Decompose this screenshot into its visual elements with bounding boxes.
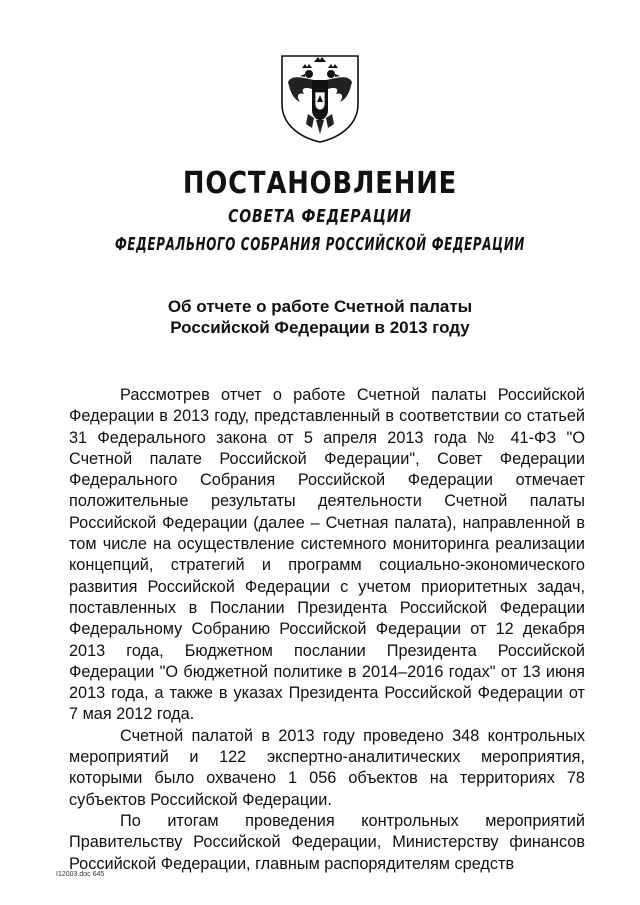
russian-coat-of-arms-icon xyxy=(278,52,362,144)
document-type-title: ПОСТАНОВЛЕНИЕ xyxy=(182,166,458,201)
subject-line-2: Российской Федерации в 2013 году xyxy=(170,318,470,337)
document-body xyxy=(69,385,585,875)
document-code: I12003.doc 645 xyxy=(56,871,105,878)
paragraph: Счетной палатой в 2013 году проведено 348 контрольных мероприятий и 122 экспертно-аналитических мероприятия, которыми было охвачено 1 056 объектов на территориях 78 субъектов Российской Федерации. xyxy=(69,726,585,809)
subject-line-1: Об отчете о работе Счетной палаты xyxy=(167,297,473,316)
paragraph: По итогам проведения контрольных мероприятий Правительству Российской Федерации, Министерству финансов Российской Федерации, главным распорядителям средств xyxy=(69,811,585,873)
paragraph: Рассмотрев отчет о работе Счетной палаты Российской Федерации в 2013 году, представленный в соответствии со статьей 31 Федерального закона от 5 апреля 2013 года № 41-ФЗ "О Счетной палате Российской Федерации", Совет Федерации Федерального Собрания Российской Федерации отмечает положительные результаты деятельности Счетной палаты Российской Федерации (далее – Счетная палата), направленной в том числе на осуществление системного мониторинга реализации концепций, стратегий и программ социально-экономического развития Российской Федерации с учетом приоритетных задач, поставленных в Послании Президента Российской Федерации Федеральному Собранию Российской Федерации от 12 декабря 2013 года, Бюджетном послании Президента Российской Федерации "О бюджетной политике в 2014–2016 годах" от 13 июня 2013 года, а также в указах Президента Российской Федерации от 7 мая 2012 года. xyxy=(69,386,585,724)
document-subject xyxy=(0,296,640,338)
issuer-line-1: СОВЕТА ФЕДЕРАЦИИ xyxy=(228,206,412,227)
issuer-line-2: ФЕДЕРАЛЬНОГО СОБРАНИЯ РОССИЙСКОЙ ФЕДЕРАЦИИ xyxy=(114,234,526,255)
